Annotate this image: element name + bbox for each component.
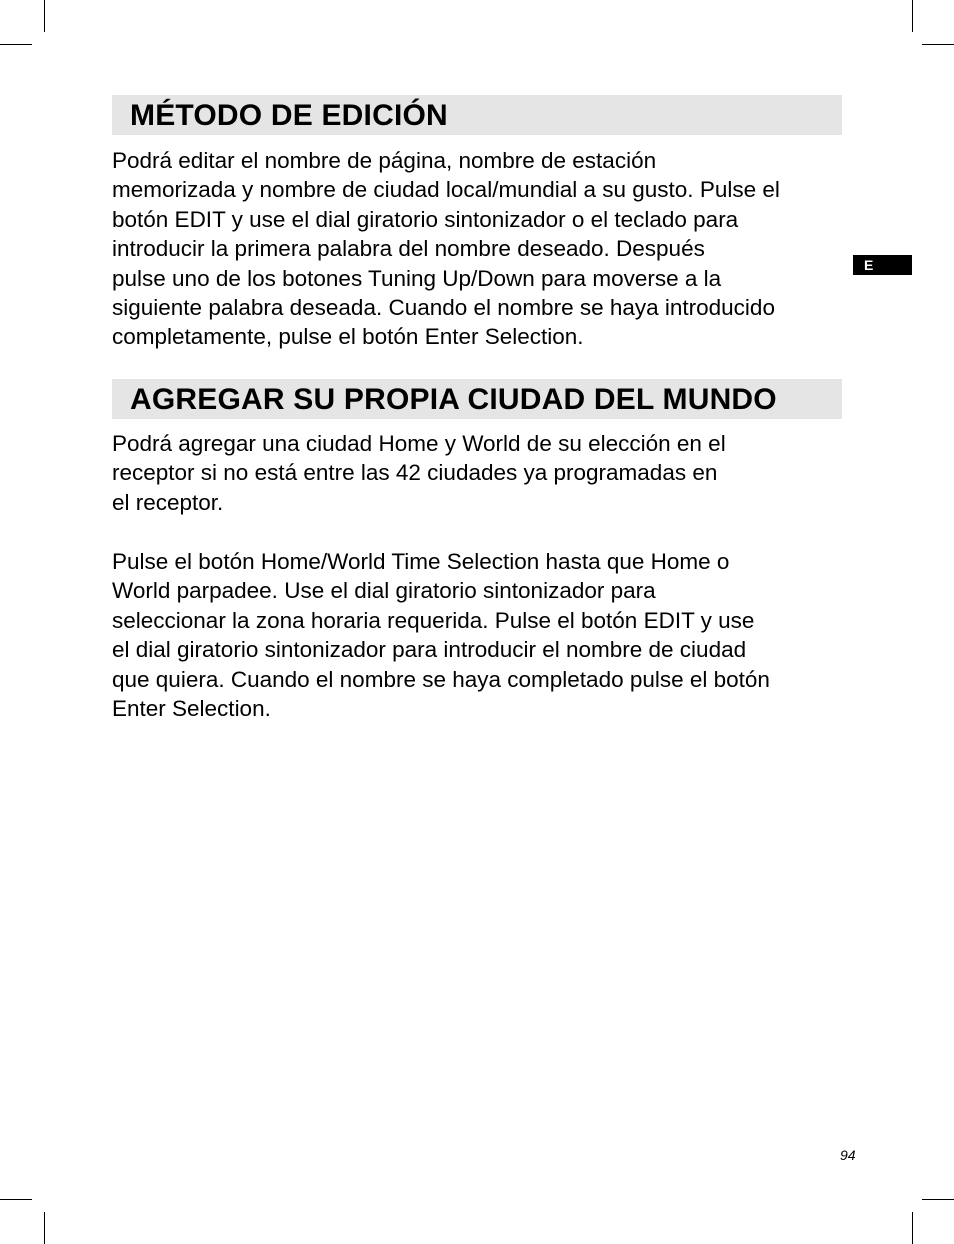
language-tab-label: E <box>864 257 874 273</box>
text-line: receptor si no está entre las 42 ciudades ya programadas en <box>112 460 718 486</box>
text-line: Podrá agregar una ciudad Home y World de su elección en el <box>112 431 726 456</box>
text-line: pulse uno de los botones Tuning Up/Down para moverse a la <box>112 265 722 291</box>
crop-mark <box>912 1212 913 1244</box>
text-line: completamente, pulse el botón Enter Selection. <box>112 324 584 350</box>
section-title: MÉTODO DE EDICIÓN <box>130 99 448 132</box>
crop-mark <box>912 0 913 32</box>
page-number: 94 <box>840 1147 856 1163</box>
paragraph <box>112 429 852 517</box>
text-line: siguiente palabra deseada. Cuando el nombre se haya introducido <box>112 295 775 321</box>
crop-mark <box>922 44 954 45</box>
text-line: introducir la primera palabra del nombre deseado. Después <box>112 236 705 262</box>
section-title: AGREGAR SU PROPIA CIUDAD DEL MUNDO <box>130 383 777 416</box>
text-line: el receptor. <box>112 489 224 515</box>
text-line: Pulse el botón Home/World Time Selection hasta que Home o <box>112 549 730 574</box>
paragraph <box>112 146 852 352</box>
text-line: Enter Selection. <box>112 696 271 722</box>
text-line: World parpadee. Use el dial giratorio sintonizador para <box>112 578 656 604</box>
crop-mark <box>0 44 32 45</box>
section-header-agregar-ciudad <box>112 379 842 419</box>
text-line: el dial giratorio sintonizador para introducir el nombre de ciudad <box>112 637 747 663</box>
text-line: Podrá editar el nombre de página, nombre de estación <box>112 148 657 173</box>
crop-mark <box>44 1212 45 1244</box>
paragraph <box>112 547 852 723</box>
crop-mark <box>44 0 45 32</box>
section-header-metodo-de-edicion <box>112 95 842 135</box>
text-line: botón EDIT y use el dial giratorio sintonizador o el teclado para <box>112 206 739 232</box>
text-line: seleccionar la zona horaria requerida. Pulse el botón EDIT y use <box>112 607 755 633</box>
text-line: que quiera. Cuando el nombre se haya completado pulse el botón <box>112 666 770 692</box>
crop-mark <box>0 1199 32 1200</box>
crop-mark <box>922 1199 954 1200</box>
text-line: memorizada y nombre de ciudad local/mundial a su gusto. Pulse el <box>112 177 780 203</box>
language-tab <box>853 255 912 275</box>
